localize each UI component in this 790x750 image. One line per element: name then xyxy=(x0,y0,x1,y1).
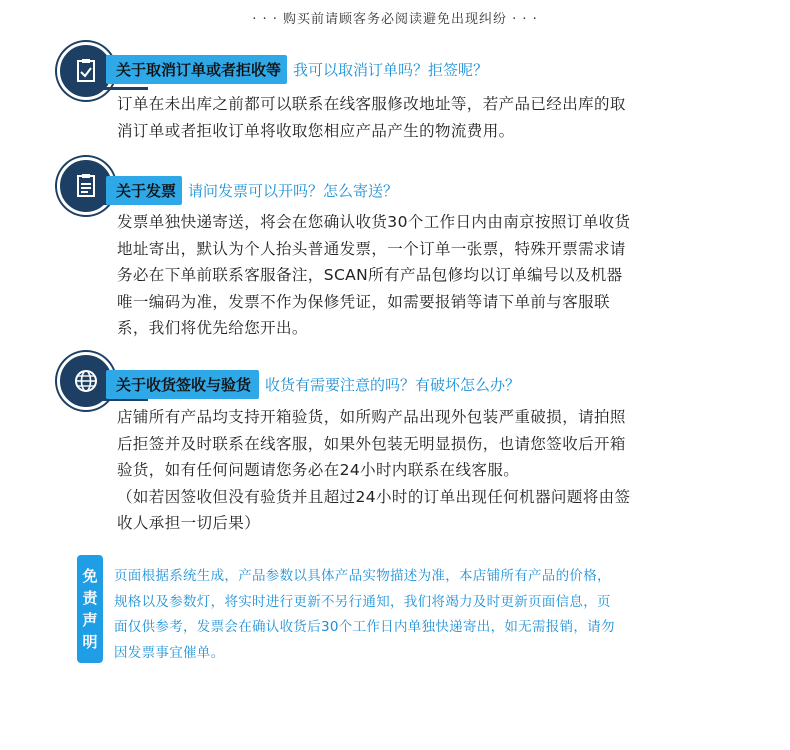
section-title-bar xyxy=(106,55,488,83)
body-line: 收人承担一切后果） xyxy=(117,514,261,532)
section-body xyxy=(117,404,630,537)
body-line: 验货，如有任何问题请您务必在24小时内联系在线客服。 xyxy=(117,461,520,479)
body-line: 发票单独快递寄送，将会在您确认收货30个工作日内由南京按照订单收货 xyxy=(117,213,631,231)
disclaimer-line: 页面根据系统生成，产品参数以具体产品实物描述为准，本店铺所有产品的价格， xyxy=(114,568,611,584)
disclaimer-badge xyxy=(77,555,103,663)
body-line: 后拒签并及时联系在线客服，如果外包装无明显损伤，也请您签收后开箱 xyxy=(117,434,626,453)
disclaimer-line: 规格以及参数灯，将实时进行更新不另行通知，我们将竭力及时更新页面信息，页 xyxy=(114,593,611,610)
badge-char: 免 xyxy=(82,567,98,585)
badge-char: 声 xyxy=(82,611,98,629)
disclaimer-text xyxy=(114,564,615,666)
title-underline xyxy=(100,87,148,90)
body-line: 唯一编码为准，发票不作为保修凭证，如需要报销等请下单前与客服联 xyxy=(117,292,610,311)
section-subtitle: 请问发票可以开吗？怎么寄送？ xyxy=(188,181,399,200)
body-line: 地址寄出，默认为个人抬头普通发票，一个订单一张票，特殊开票需求请 xyxy=(117,239,626,258)
badge-char: 明 xyxy=(82,633,98,651)
body-line: 消订单或者拒收订单将收取您相应产品产生的物流费用。 xyxy=(117,121,515,140)
body-line: 订单在未出库之前都可以联系在线客服修改地址等，若产品已经出库的取 xyxy=(117,95,626,113)
notice-header: · · · 购买前请顾客务必阅读避免出现纠纷 · · · xyxy=(252,12,538,27)
badge-char: 责 xyxy=(82,589,98,607)
disclaimer-line: 因发票事宜催单。 xyxy=(114,644,225,661)
body-line: 务必在下单前联系客服备注，SCAN所有产品包修均以订单编号以及机器 xyxy=(117,266,623,284)
body-line: 店铺所有产品均支持开箱验货，如所购产品出现外包装严重破损，请拍照 xyxy=(117,408,626,426)
section-title-bar xyxy=(106,176,398,204)
disclaimer-line: 面仅供参考，发票会在确认收货后30个工作日内单独快递寄出，如无需报销，请勿 xyxy=(114,619,615,635)
section-title-bar xyxy=(106,370,520,398)
section-body xyxy=(117,209,630,342)
body-line: 系，我们将优先给您开出。 xyxy=(117,319,308,337)
section-subtitle: 收货有需要注意的吗？有破坏怎么办？ xyxy=(265,375,521,394)
section-title: 关于收货签收与验货 xyxy=(106,370,259,399)
section-title: 关于取消订单或者拒收等 xyxy=(106,55,287,84)
section-title: 关于发票 xyxy=(106,176,182,205)
section-subtitle: 我可以取消订单吗？拒签呢？ xyxy=(293,60,489,79)
section-body xyxy=(117,91,626,144)
body-line: （如若因签收但没有验货并且超过24小时的订单出现任何机器问题将由签 xyxy=(117,487,631,506)
